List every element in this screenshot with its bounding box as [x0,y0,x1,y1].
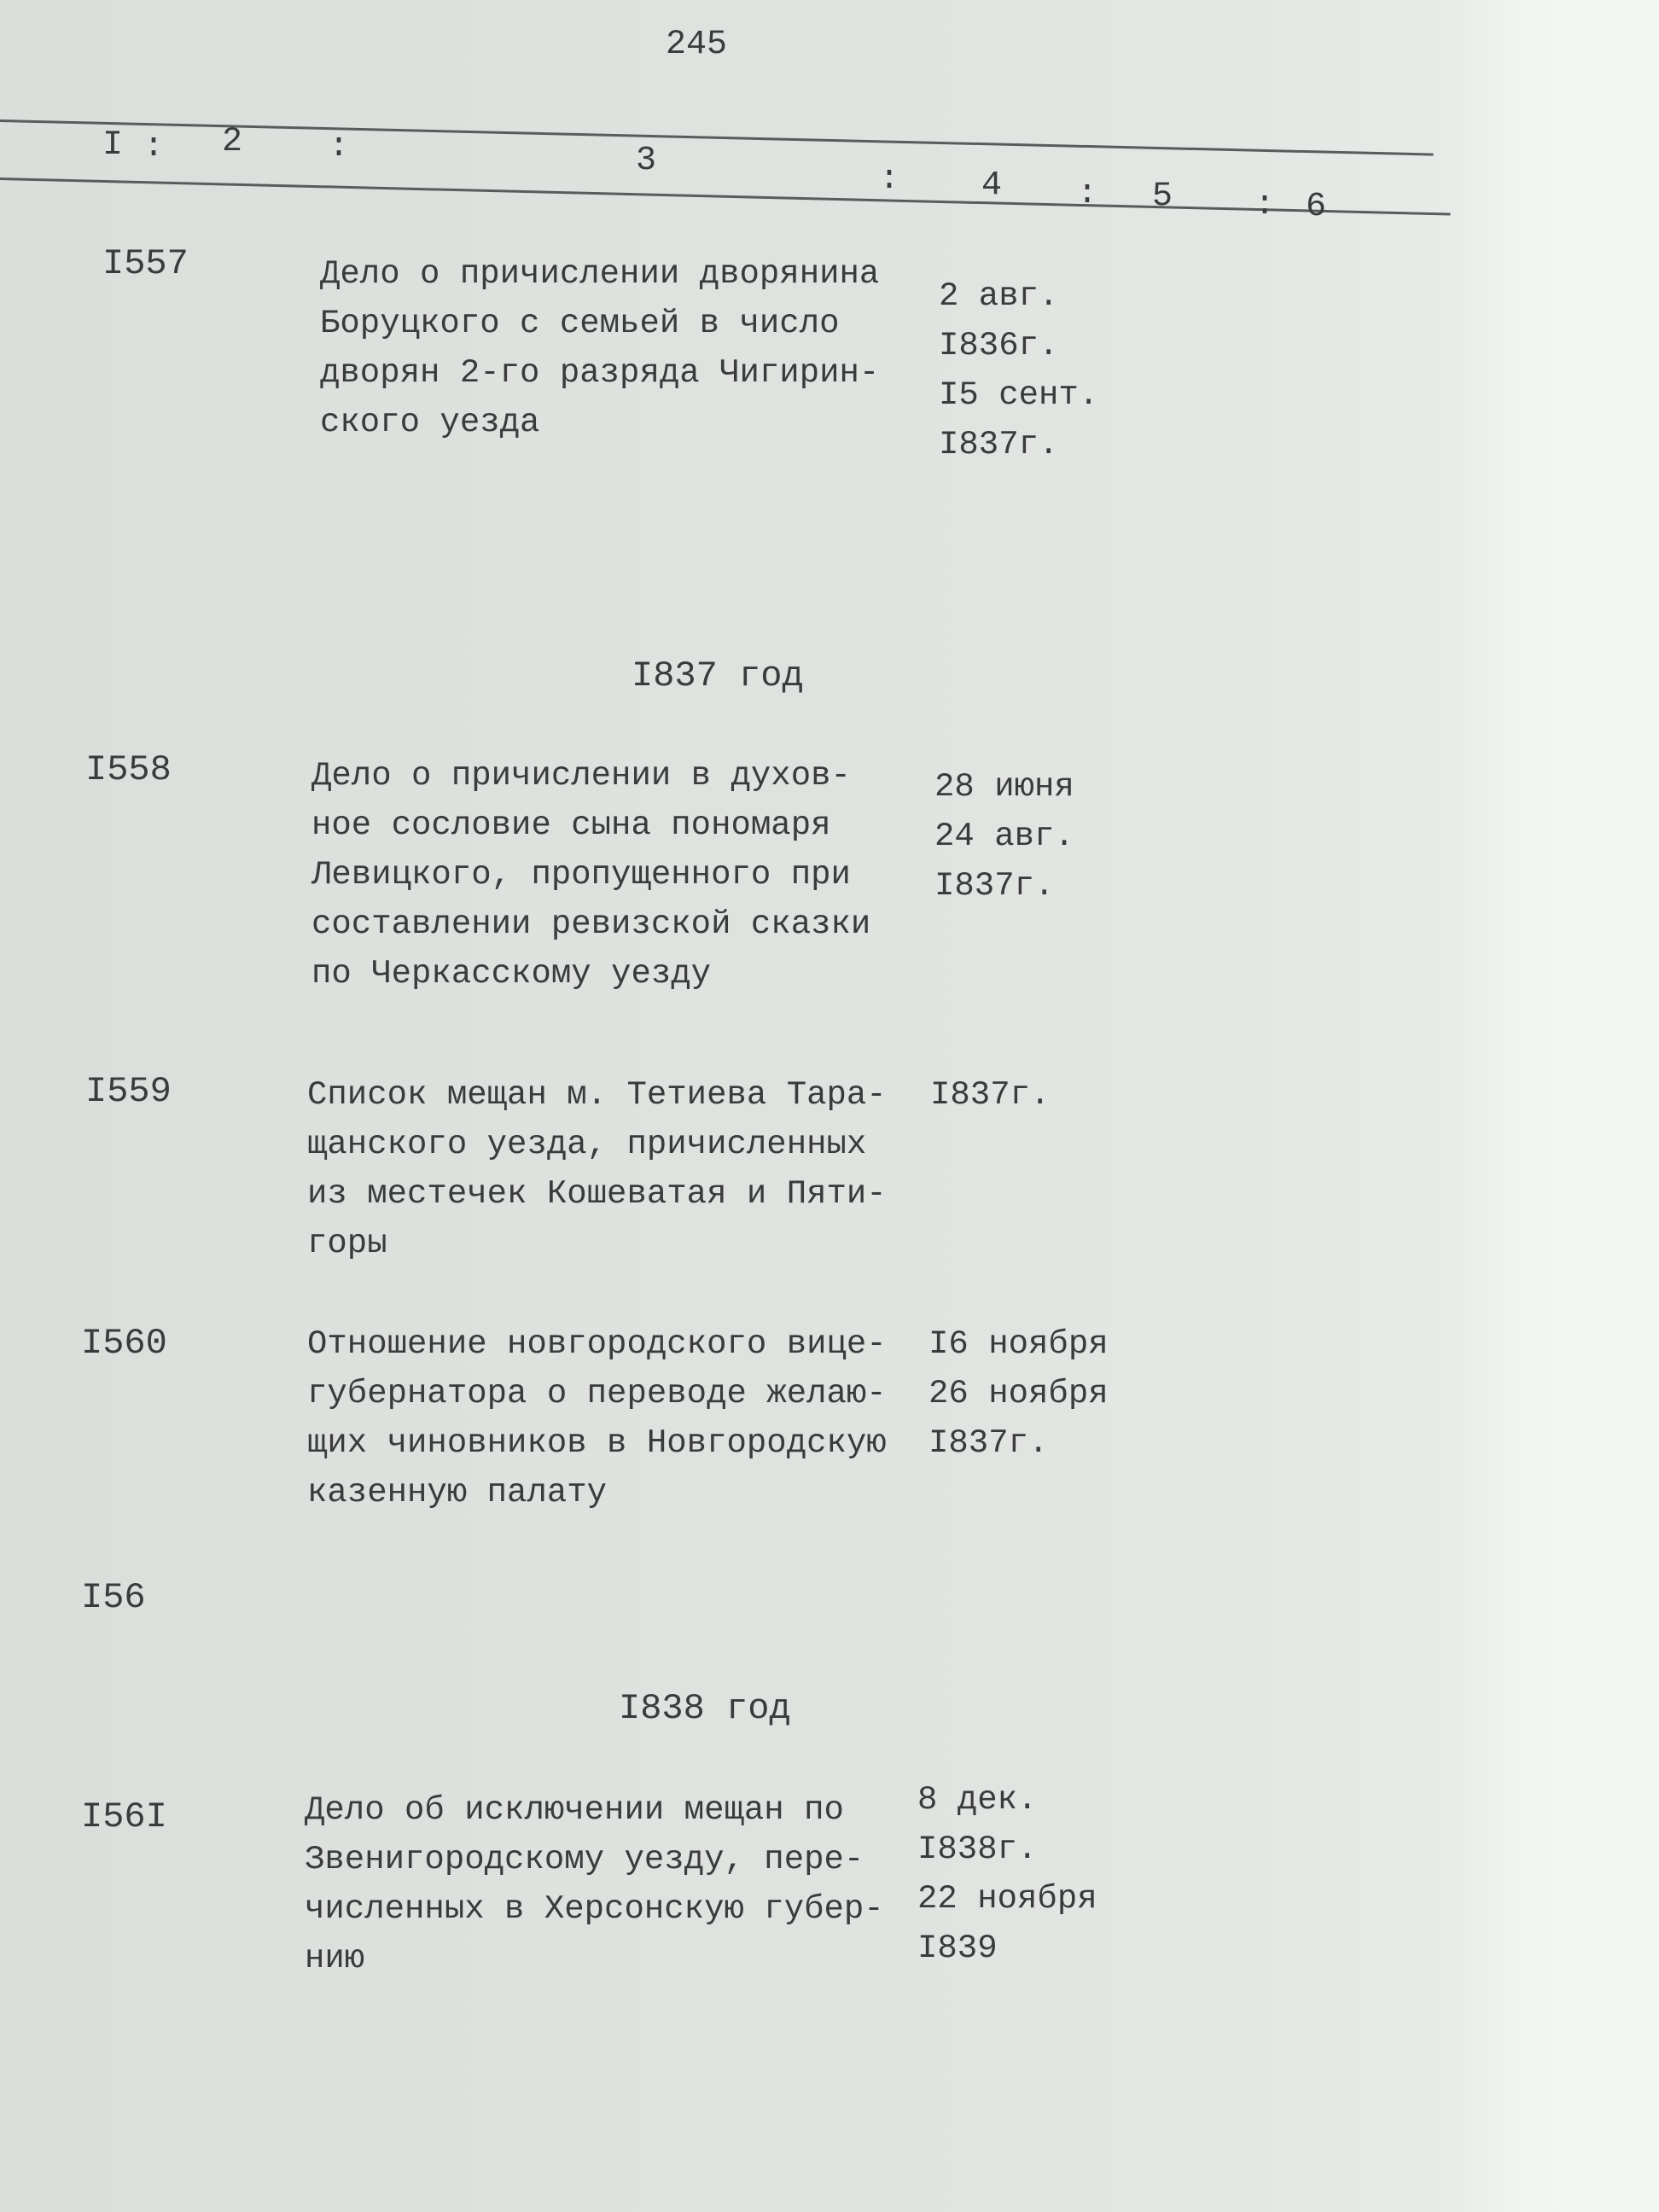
entry-number: I560 [81,1323,167,1364]
column-header-1: I [102,126,124,165]
entry-description: Дело о причислении дворянина Боруцкого с семьей в число дворян 2-го разряда Чигирин- ского уезда [320,255,880,441]
column-header-6: 6 [1306,188,1327,226]
column-separator: : [143,128,165,166]
entry-description: Дело об исключении мещан по Звенигородскому уезду, пере- численных в Херсонскую губер- нию [305,1791,884,1977]
entry-dates: I6 ноября 26 ноября I837г. [928,1325,1109,1462]
page-number: 245 [666,26,728,64]
year-heading: I837 год [632,655,804,696]
entry-dates: I837г. [930,1076,1051,1114]
entry-number: I558 [85,749,172,790]
column-separator: : [1077,175,1098,213]
entry-number: I557 [102,243,189,284]
entry-dates: 8 дек. I838г. 22 ноября I839 [917,1781,1097,1967]
entry-description: Отношение новгородского вице- губернатора о переводе желаю- щих чиновников в Новгородскую казенную палату [307,1325,887,1511]
column-header-4: 4 [981,166,1003,205]
column-separator: : [879,160,900,199]
column-header-3: 3 [636,142,657,180]
column-separator: : [1254,186,1276,224]
year-heading: I838 год [619,1688,791,1729]
entry-number: I56 [81,1577,146,1618]
entry-dates: 2 авг. I836г. I5 сент. I837г. [939,277,1099,463]
column-header-2: 2 [222,123,243,161]
column-header-5: 5 [1152,178,1173,216]
entry-number: I56I [81,1796,167,1837]
entry-description: Список мещан м. Тетиева Тара- щанского уезда, причисленных из местечек Кошеватая и Пяти- горы [307,1076,887,1262]
column-separator: : [329,128,350,166]
entry-dates: 28 июня 24 авг. I837г. [934,768,1074,905]
entry-description: Дело о причислении в духов- ное сословие сына пономаря Левицкого, пропущенного при составлении ревизской сказки по Черкасскому уезду [311,757,871,992]
page-edge-shadow [1451,0,1659,2212]
entry-number: I559 [85,1071,172,1112]
